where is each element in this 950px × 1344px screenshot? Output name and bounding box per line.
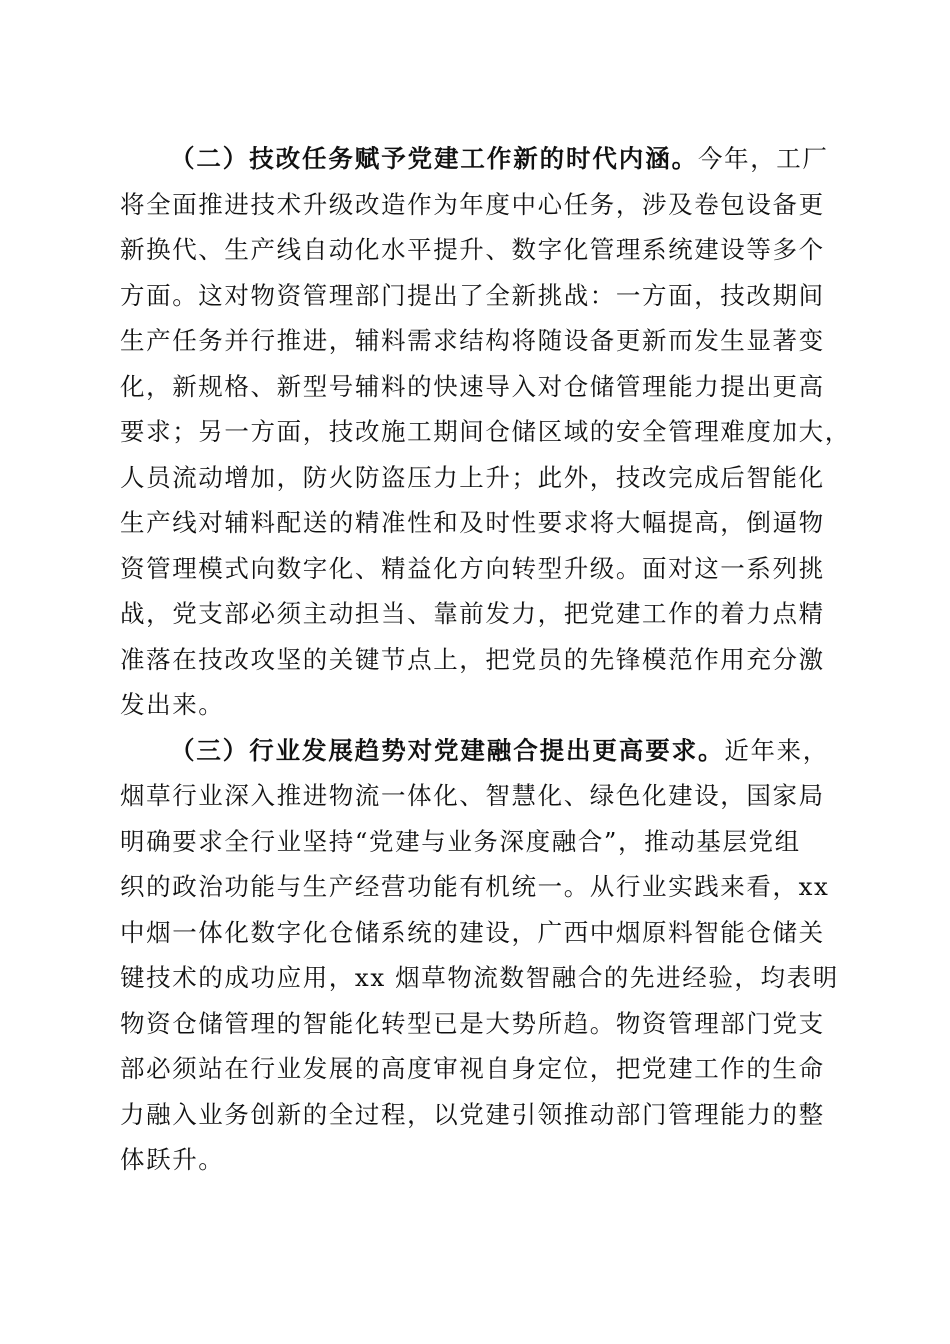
paragraph-line: 要求；另一方面，技改施工期间仓储区域的安全管理难度加大， — [120, 417, 851, 446]
paragraph-line: 化，新规格、新型号辅料的快速导入对仓储管理能力提出更高 — [120, 371, 825, 401]
paragraph-line: 生产线对辅料配送的精准性和及时性要求将大幅提高，倒逼物 — [120, 508, 825, 537]
paragraph-line-text: 近年来， — [724, 735, 829, 765]
paragraph-line: 准落在技改攻坚的关键节点上，把党员的先锋模范作用充分激 — [120, 644, 825, 674]
paragraph-line: 部必须站在行业发展的高度审视自身定位，把党建工作的生命 — [120, 1054, 825, 1083]
paragraph-first-line — [120, 728, 840, 774]
paragraph-line: 资管理模式向数字化、精益化方向转型升级。面对这一系列挑 — [120, 553, 825, 583]
paragraph-line: 新换代、生产线自动化水平提升、数字化管理系统建设等多个 — [120, 235, 825, 264]
paragraph-technical-renovation — [120, 136, 851, 728]
paragraph-industry-trends — [120, 728, 840, 1183]
paragraph-line: 人员流动增加，防火防盗压力上升；此外，技改完成后智能化 — [120, 462, 825, 492]
paragraph-line: 织的政治功能与生产经营功能有机统一。从行业实践来看，xx — [120, 872, 830, 901]
paragraph-heading: （三）行业发展趋势对党建融合提出更高要求。 — [170, 735, 725, 765]
paragraph-line: 力融入业务创新的全过程，以党建引领推动部门管理能力的整 — [120, 1099, 825, 1129]
paragraph-line: 战，党支部必须主动担当、靠前发力，把党建工作的着力点精 — [120, 599, 825, 628]
paragraph-line: 将全面推进技术升级改造作为年度中心任务，涉及卷包设备更 — [120, 189, 825, 219]
paragraph-line: 明确要求全行业坚持“党建与业务深度融合”，推动基层党组 — [120, 826, 801, 856]
paragraph-heading: （二）技改任务赋予党建工作新的时代内涵。 — [170, 144, 698, 173]
paragraph-line: 生产任务并行推进，辅料需求结构将随设备更新而发生显著变 — [120, 326, 825, 355]
paragraph-line: 键技术的成功应用，xx 烟草物流数智融合的先进经验，均表明 — [120, 963, 839, 992]
document-body — [120, 136, 851, 1183]
paragraph-line: 发出来。 — [120, 690, 225, 719]
paragraph-first-line — [120, 136, 840, 182]
paragraph-line: 方面。这对物资管理部门提出了全新挑战：一方面，技改期间 — [120, 280, 825, 310]
paragraph-line: 物资仓储管理的智能化转型已是大势所趋。物资管理部门党支 — [120, 1008, 825, 1038]
paragraph-line-text: 今年，工厂 — [698, 144, 829, 173]
paragraph-line: 烟草行业深入推进物流一体化、智慧化、绿色化建设，国家局 — [120, 781, 825, 810]
paragraph-line: 体跃升。 — [120, 1145, 225, 1174]
paragraph-line: 中烟一体化数字化仓储系统的建设，广西中烟原料智能仓储关 — [120, 917, 825, 947]
